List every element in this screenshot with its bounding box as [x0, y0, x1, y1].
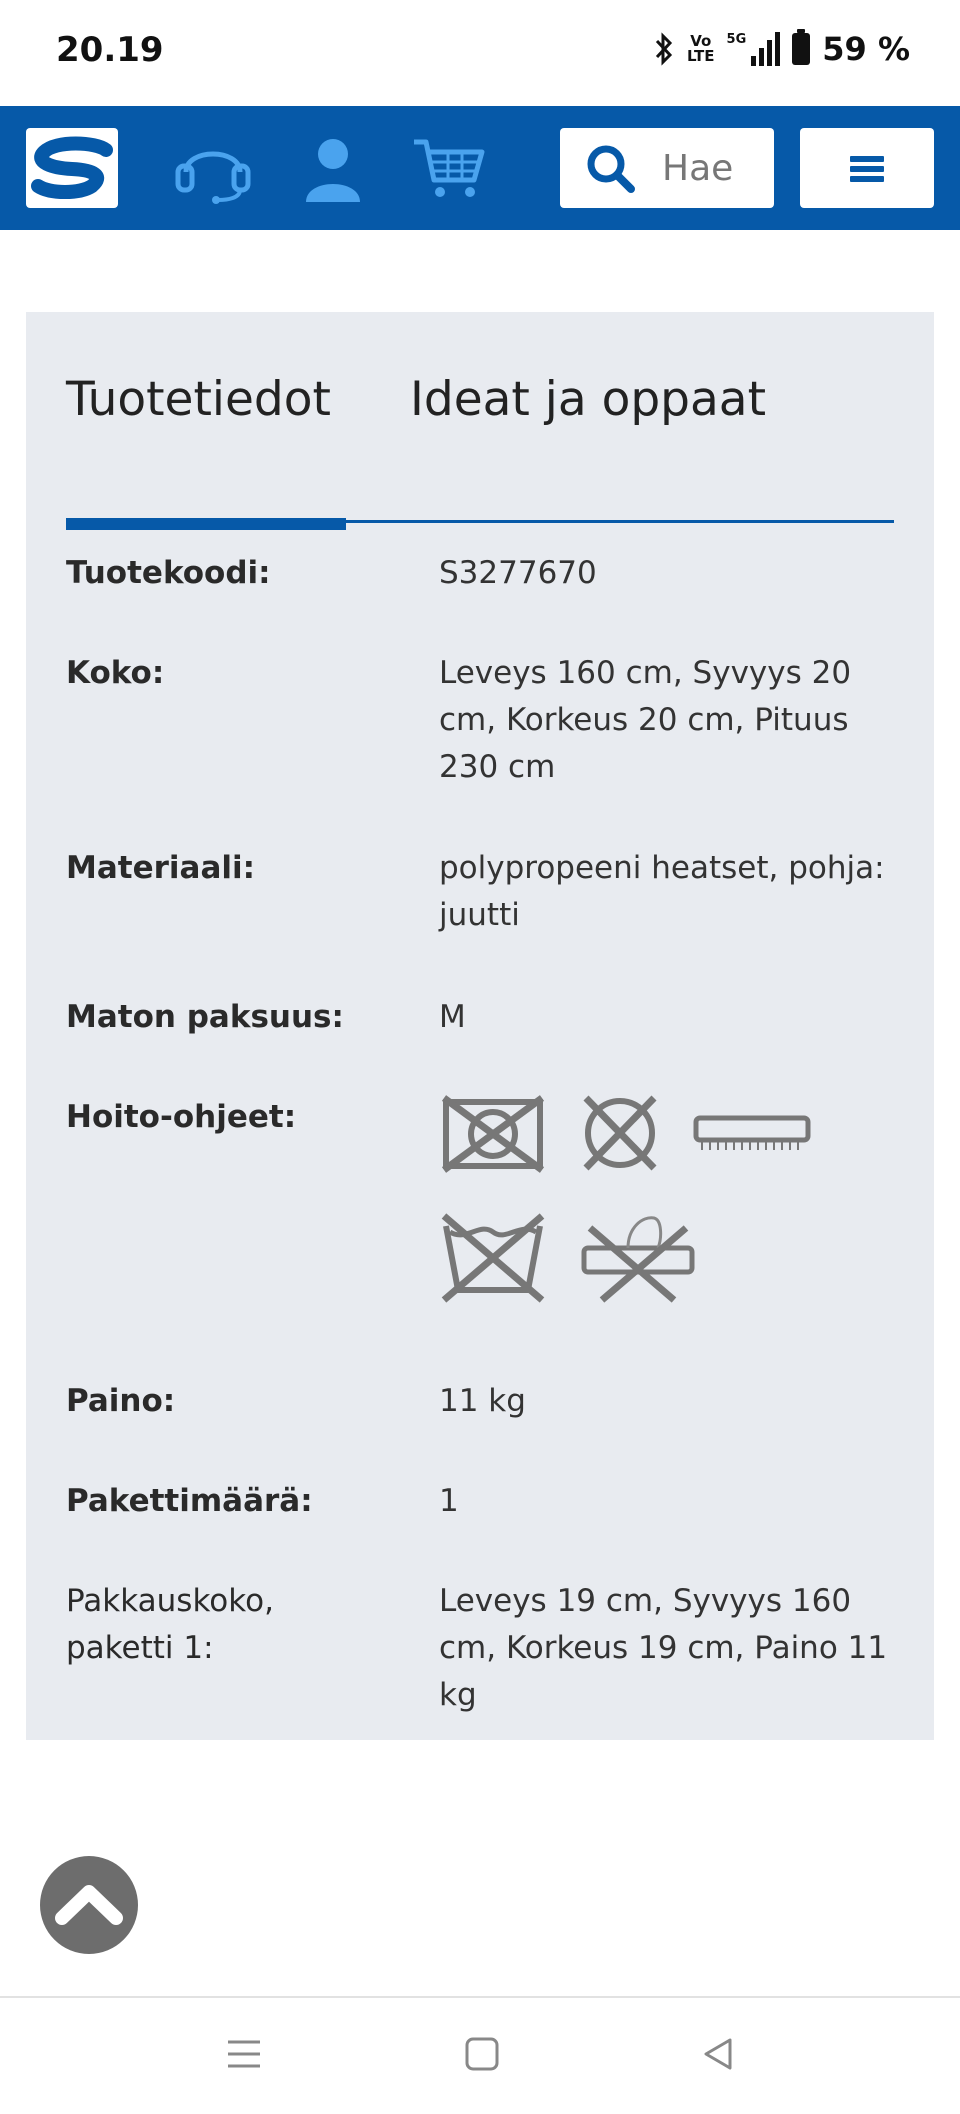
- recent-apps-icon[interactable]: [226, 2036, 262, 2072]
- system-nav-bar: [0, 1996, 960, 2114]
- vacuum-brush-icon: [692, 1112, 812, 1156]
- no-wash-icon: [440, 1212, 546, 1304]
- detail-value: 1: [439, 1483, 459, 1519]
- customer-service-icon[interactable]: [170, 134, 256, 204]
- back-to-top-button[interactable]: [40, 1856, 138, 1954]
- status-time: 20.19: [56, 30, 164, 70]
- no-tumble-dry-icon: [440, 1092, 546, 1174]
- hamburger-icon: [850, 156, 884, 162]
- tab-ideas-guides[interactable]: Ideat ja oppaat: [410, 372, 767, 427]
- detail-value: 11 kg: [439, 1383, 526, 1419]
- detail-value: polypropeeni heatset, pohja: juutti: [439, 850, 885, 933]
- signal-icon: [727, 32, 781, 66]
- detail-label: Tuotekoodi:: [66, 555, 271, 591]
- back-icon[interactable]: [700, 2036, 736, 2072]
- detail-value: Leveys 160 cm, Syvyys 20 cm, Korkeus 20 cm, Pituus 230 cm: [439, 655, 852, 785]
- account-icon[interactable]: [290, 134, 376, 204]
- detail-label: Pakettimäärä:: [66, 1483, 313, 1519]
- detail-value: Leveys 19 cm, Syvyys 160 cm, Korkeus 19 cm, Paino 11 kg: [439, 1583, 888, 1713]
- chevron-up-icon: [40, 1856, 138, 1954]
- product-details-panel: [26, 312, 934, 1740]
- search-box[interactable]: [560, 128, 774, 208]
- site-header: [0, 106, 960, 230]
- volte-indicator: Vo LTE: [686, 32, 715, 65]
- detail-label: Maton paksuus:: [66, 999, 344, 1035]
- battery-icon: [792, 33, 810, 65]
- hamburger-icon-line: [850, 166, 884, 172]
- hamburger-icon-line: [850, 176, 884, 182]
- detail-label: Hoito-ohjeet:: [66, 1099, 297, 1135]
- active-tab-indicator: [66, 518, 346, 530]
- detail-label: Materiaali:: [66, 850, 256, 886]
- network-type: 5G: [726, 32, 747, 47]
- search-input[interactable]: [660, 144, 764, 192]
- cart-icon[interactable]: [408, 134, 494, 204]
- tabs: [66, 372, 894, 484]
- s-logo[interactable]: [26, 128, 118, 208]
- no-bleach-icon: [578, 1208, 698, 1304]
- detail-label: Paino:: [66, 1383, 176, 1419]
- detail-label: Koko:: [66, 655, 165, 691]
- s-logo-icon: [26, 128, 118, 208]
- status-bar: [0, 0, 960, 106]
- status-icons: [653, 30, 910, 68]
- detail-value: M: [439, 999, 466, 1035]
- tab-product-info[interactable]: Tuotetiedot: [66, 372, 331, 427]
- menu-button[interactable]: [800, 128, 934, 208]
- home-icon[interactable]: [464, 2036, 500, 2072]
- detail-value: S3277670: [439, 555, 597, 591]
- search-icon[interactable]: [584, 142, 636, 194]
- battery-percent: 59 %: [822, 30, 910, 68]
- detail-label: Pakkauskoko, paketti 1:: [66, 1583, 274, 1666]
- bluetooth-icon: [653, 32, 675, 66]
